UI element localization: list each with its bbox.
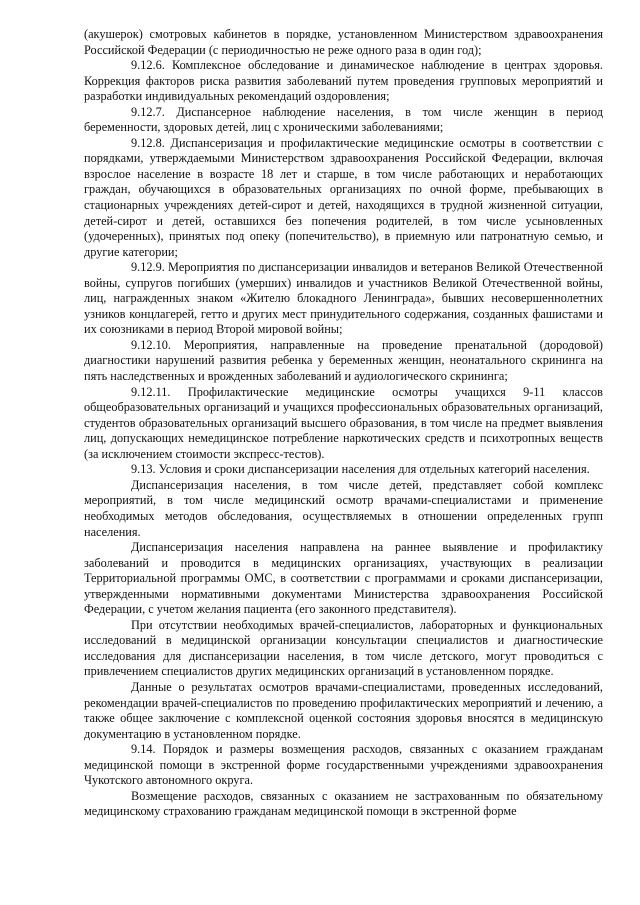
paragraph-2: 9.12.6. Комплексное обследование и динамическое наблюдение в центрах здоровья. Коррекция факторов риска развития заболеваний путем проведения групповых мероприятий и разработки индивидуальных рекомендаций оздоровления; bbox=[84, 58, 603, 104]
paragraph-11: При отсутствии необходимых врачей-специалистов, лабораторных и функциональных исследований в медицинской организации консультации специалистов и диагностические исследования для диспансеризации населения, в том числе детского, могут проводиться с привлечением специалистов других медицинских организаций в установленном порядке. bbox=[84, 617, 603, 679]
paragraph-3: 9.12.7. Диспансерное наблюдение населения, в том числе женщин в период беременности, здоровых детей, лиц с хроническими заболеваниями; bbox=[84, 104, 603, 135]
section-heading-9-13: 9.13. Условия и сроки диспансеризации населения для отдельных категорий населения. bbox=[131, 462, 590, 477]
paragraph-10: Диспансеризация населения направлена на раннее выявление и профилактику заболеваний и проводится в медицинских организациях, участвующих в реализации Территориальной программы ОМС, в соответствии с программами и сроками диспансеризации, утвержденными нормативными документами Министерства здравоохранения Российской Федерации, с учетом желания пациента (его законного представителя). bbox=[84, 540, 603, 617]
paragraph-12: Данные о результатах осмотров врачами-специалистами, проведенных исследований, рекомендации врачей-специалистов по проведению профилактических мероприятий и лечению, а также общее заключение с комплексной оценкой состояния здоровья вносятся в медицинскую документацию в установленном порядке. bbox=[84, 679, 603, 741]
paragraph-7: 9.12.11. Профилактические медицинские осмотры учащихся 9-11 классов общеобразовательных организаций и учащихся профессиональных образовательных организаций, студентов образовательных организаций высшего образования, в том числе на предмет выявления лиц, допускающих немедицинское потребление наркотических средств и психотропных веществ (за исключением стоимости экспресс-тестов). bbox=[84, 384, 603, 461]
paragraph-1: (акушерок) смотровых кабинетов в порядке, установленном Министерством здравоохранения Российской Федерации (с периодичностью не реже одного раза в один год); bbox=[84, 27, 603, 57]
paragraph-5: 9.12.9. Мероприятия по диспансеризации инвалидов и ветеранов Великой Отечественной войны, супругов погибших (умерших) инвалидов и участников Великой Отечественной войны, лиц, награжденных знаком «Жителю блокадного Ленинграда», бывших несовершеннолетних узников концлагерей, гетто и других мест принудительного содержания, созданных фашистами и их союзниками в период Второй мировой войны; bbox=[84, 260, 603, 337]
paragraph-14: Возмещение расходов, связанных с оказанием не застрахованным по обязательному медицинскому страхованию гражданам медицинской помощи в экстренной форме bbox=[84, 788, 603, 819]
paragraph-9: Диспансеризация населения, в том числе детей, представляет собой комплекс мероприятий, в том числе медицинский осмотр врачами-специалистами и применение необходимых методов обследования, осуществляемых в отношении определенных групп населения. bbox=[84, 477, 603, 539]
paragraph-6: 9.12.10. Мероприятия, направленные на проведение пренатальной (дородовой) диагностики нарушений развития ребенка у беременных женщин, неонатального скрининга на пять наследственных и врожденных заболеваний и аудиологического скрининга; bbox=[84, 337, 603, 384]
section-heading-9-14: 9.14. Порядок и размеры возмещения расходов, связанных с оказанием гражданам медицинской помощи в экстренной форме государственными учреждениями здравоохранения Чукотского автономного округа. bbox=[84, 742, 603, 788]
document-body bbox=[84, 27, 603, 820]
paragraph-4: 9.12.8. Диспансеризация и профилактические медицинские осмотры в соответствии с порядками, утверждаемыми Министерством здравоохранения Российской Федерации, включая взрослое население в возрасте 18 лет и старше, в том числе работающих и неработающих граждан, обучающихся в образовательных организациях по очной форме, пребывающих в стационарных учреждениях детей-сирот и детей, находящихся в трудной жизненной ситуации, детей-сирот и детей, оставшихся без попечения родителей, в том числе усыновленных (удочеренных), принятых под опеку (попечительство), в приемную или патронатную семью, и другие категории; bbox=[84, 135, 603, 259]
